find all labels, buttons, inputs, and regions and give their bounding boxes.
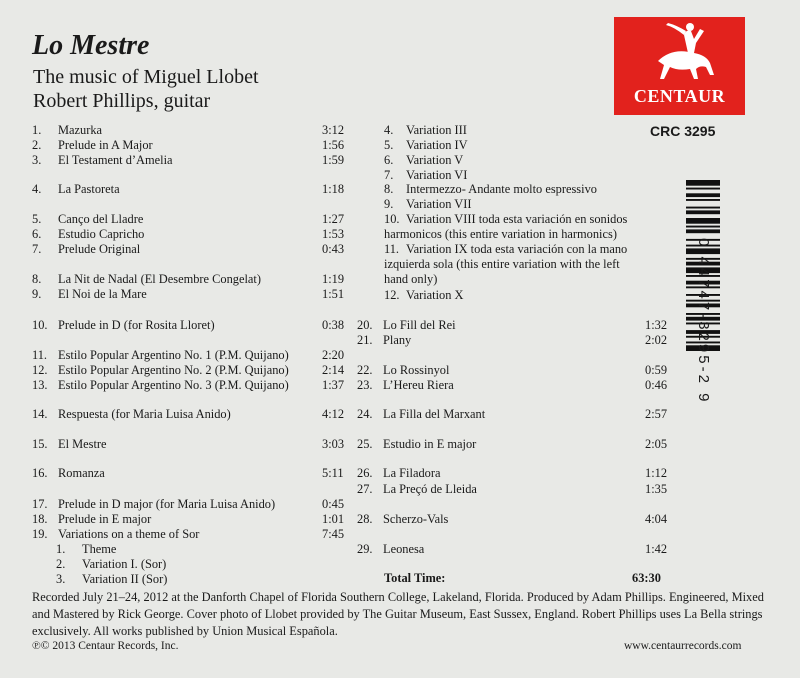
track-duration: 1:42 xyxy=(645,542,668,556)
track-duration: 3:12 xyxy=(322,123,345,137)
track-duration: 2:14 xyxy=(322,363,345,377)
track-title: La Nit de Nadal (El Desembre Congelat) xyxy=(58,272,261,286)
label-name: CENTAUR xyxy=(633,86,726,106)
track-duration: 1:32 xyxy=(645,318,668,332)
track-title: Variation I. (Sor) xyxy=(82,557,167,571)
catalog-number: CRC 3295 xyxy=(650,123,716,139)
track-number: 10. xyxy=(384,212,400,226)
album-subtitle: The music of Miguel Llobet xyxy=(33,66,259,88)
track-duration: 4:12 xyxy=(322,407,345,421)
track-title: harmonicos (this entire variation in harmonics) xyxy=(384,227,617,241)
track-title: Intermezzo- Andante molto espressivo xyxy=(406,182,597,196)
track-title: Lo Rossinyol xyxy=(383,363,450,377)
recording-credits: Recorded July 21–24, 2012 at the Danforth Chapel of Florida Southern College, Lakeland, Florida. Produced by Adam Phillips. Engineered, Mixed and Mastered by Rick George. Cover photo of Llobet provided by The Guitar Museum, East Sussex, England. Robert Phillips uses La Bella strings exclusively. All works published by Union Musical Española. xyxy=(32,590,764,638)
track-title: hand only) xyxy=(384,272,438,286)
track-number: 27. xyxy=(357,482,373,496)
track-title: Estudio Capricho xyxy=(58,227,145,241)
track-number: 15. xyxy=(32,437,48,451)
track-duration: 0:45 xyxy=(322,497,345,511)
track-title: L’Hereu Riera xyxy=(383,378,454,392)
track-title: Theme xyxy=(82,542,117,556)
track-number: 24. xyxy=(357,407,373,421)
total-time-label: Total Time: xyxy=(384,571,446,585)
track-number: 6. xyxy=(384,153,394,167)
track-number: 2. xyxy=(32,138,42,152)
track-title: Variation V xyxy=(406,153,464,167)
track-number: 28. xyxy=(357,512,373,526)
track-title: Estilo Popular Argentino No. 3 (P.M. Quijano) xyxy=(58,378,289,392)
track-duration: 1:56 xyxy=(322,138,345,152)
track-number: 14. xyxy=(32,407,48,421)
track-title: Prelude in A Major xyxy=(58,138,153,152)
track-duration: 2:02 xyxy=(645,333,668,347)
track-title: Prelude in D (for Rosita Lloret) xyxy=(58,318,215,332)
album-title: Lo Mestre xyxy=(32,30,150,61)
track-title: El Mestre xyxy=(58,437,107,451)
track-title: Respuesta (for Maria Luisa Anido) xyxy=(58,407,231,421)
track-title: Estilo Popular Argentino No. 2 (P.M. Quijano) xyxy=(58,363,289,377)
track-number: 4. xyxy=(384,123,394,137)
track-title: Variation VII xyxy=(406,197,472,211)
track-title: Romanza xyxy=(58,466,105,480)
track-number: 11. xyxy=(384,242,400,256)
website: www.centaurrecords.com xyxy=(624,640,742,652)
track-duration: 1:37 xyxy=(322,378,345,392)
track-title: La Preçó de Lleida xyxy=(383,482,477,496)
track-duration: 7:45 xyxy=(322,527,345,541)
track-title: Variation VI xyxy=(406,168,468,182)
track-title: Variations on a theme of Sor xyxy=(58,527,200,541)
track-number: 5. xyxy=(384,138,394,152)
track-number: 17. xyxy=(32,497,48,511)
track-duration: 1:19 xyxy=(322,272,345,286)
track-number: 8. xyxy=(384,182,394,196)
track-title: La Filadora xyxy=(383,466,441,480)
copyright: ℗© 2013 Centaur Records, Inc. xyxy=(32,640,179,652)
track-title: La Pastoreta xyxy=(58,182,120,196)
track-number: 4. xyxy=(32,182,42,196)
track-title: Leonesa xyxy=(383,542,425,556)
track-number: 5. xyxy=(32,212,42,226)
track-duration: 0:38 xyxy=(322,318,345,332)
track-title: Variation III xyxy=(406,123,467,137)
track-title: El Testament d’Amelia xyxy=(58,153,173,167)
track-number: 13. xyxy=(32,378,48,392)
track-title: La Filla del Marxant xyxy=(383,407,486,421)
track-duration: 0:43 xyxy=(322,242,345,256)
track-number: 12. xyxy=(384,288,400,302)
track-number: 3. xyxy=(56,572,66,586)
total-time-value: 63:30 xyxy=(632,571,661,585)
track-duration: 2:20 xyxy=(322,348,345,362)
track-number: 7. xyxy=(384,168,394,182)
track-duration: 3:03 xyxy=(322,437,345,451)
barcode-digits: 0 44747-3295-2 9 xyxy=(695,238,712,405)
track-title: Scherzo-Vals xyxy=(383,512,449,526)
track-duration: 1:12 xyxy=(645,466,668,480)
track-title: Mazurka xyxy=(58,123,103,137)
track-title: Variation X xyxy=(406,288,464,302)
track-number: 7. xyxy=(32,242,42,256)
track-number: 22. xyxy=(357,363,373,377)
track-title: Estilo Popular Argentino No. 1 (P.M. Quijano) xyxy=(58,348,289,362)
performer: Robert Phillips, guitar xyxy=(33,90,211,112)
track-duration: 1:35 xyxy=(645,482,668,496)
track-title: Variation II (Sor) xyxy=(82,572,168,586)
centaur-figure-icon xyxy=(614,17,745,87)
track-number: 9. xyxy=(384,197,394,211)
track-title: Lo Fill del Rei xyxy=(383,318,456,332)
track-number: 19. xyxy=(32,527,48,541)
track-number: 12. xyxy=(32,363,48,377)
track-number: 20. xyxy=(357,318,373,332)
track-title: Estudio in E major xyxy=(383,437,477,451)
track-number: 21. xyxy=(357,333,373,347)
track-title: Prelude Original xyxy=(58,242,141,256)
track-number: 18. xyxy=(32,512,48,526)
track-duration: 1:53 xyxy=(322,227,345,241)
track-duration: 1:27 xyxy=(322,212,345,226)
track-duration: 5:11 xyxy=(322,466,344,480)
track-number: 26. xyxy=(357,466,373,480)
track-duration: 0:59 xyxy=(645,363,668,377)
track-number: 3. xyxy=(32,153,42,167)
track-duration: 1:01 xyxy=(322,512,345,526)
track-title: Prelude in E major xyxy=(58,512,152,526)
track-duration: 2:57 xyxy=(645,407,668,421)
track-number: 29. xyxy=(357,542,373,556)
track-number: 9. xyxy=(32,287,42,301)
track-duration: 1:51 xyxy=(322,287,345,301)
track-number: 10. xyxy=(32,318,48,332)
track-duration: 0:46 xyxy=(645,378,668,392)
track-title: Canço del Lladre xyxy=(58,212,144,226)
track-number: 1. xyxy=(56,542,66,556)
centaur-logo xyxy=(614,17,745,115)
track-number: 6. xyxy=(32,227,42,241)
track-duration: 2:05 xyxy=(645,437,668,451)
track-duration: 4:04 xyxy=(645,512,668,526)
track-duration: 1:18 xyxy=(322,182,345,196)
track-title: Prelude in D major (for Maria Luisa Anido) xyxy=(58,497,276,511)
track-title: Variation VIII toda esta variación en sonidos xyxy=(406,212,628,226)
track-number: 11. xyxy=(32,348,48,362)
track-title: Plany xyxy=(383,333,412,347)
track-title: Variation IX toda esta variación con la mano xyxy=(406,242,628,256)
track-number: 16. xyxy=(32,466,48,480)
track-title: El Noi de la Mare xyxy=(58,287,147,301)
track-number: 2. xyxy=(56,557,66,571)
track-number: 25. xyxy=(357,437,373,451)
track-number: 8. xyxy=(32,272,42,286)
track-number: 23. xyxy=(357,378,373,392)
track-number: 1. xyxy=(32,123,42,137)
track-duration: 1:59 xyxy=(322,153,345,167)
track-title: Variation IV xyxy=(406,138,468,152)
track-title: izquierda sola (this entire variation with the left xyxy=(384,257,620,271)
